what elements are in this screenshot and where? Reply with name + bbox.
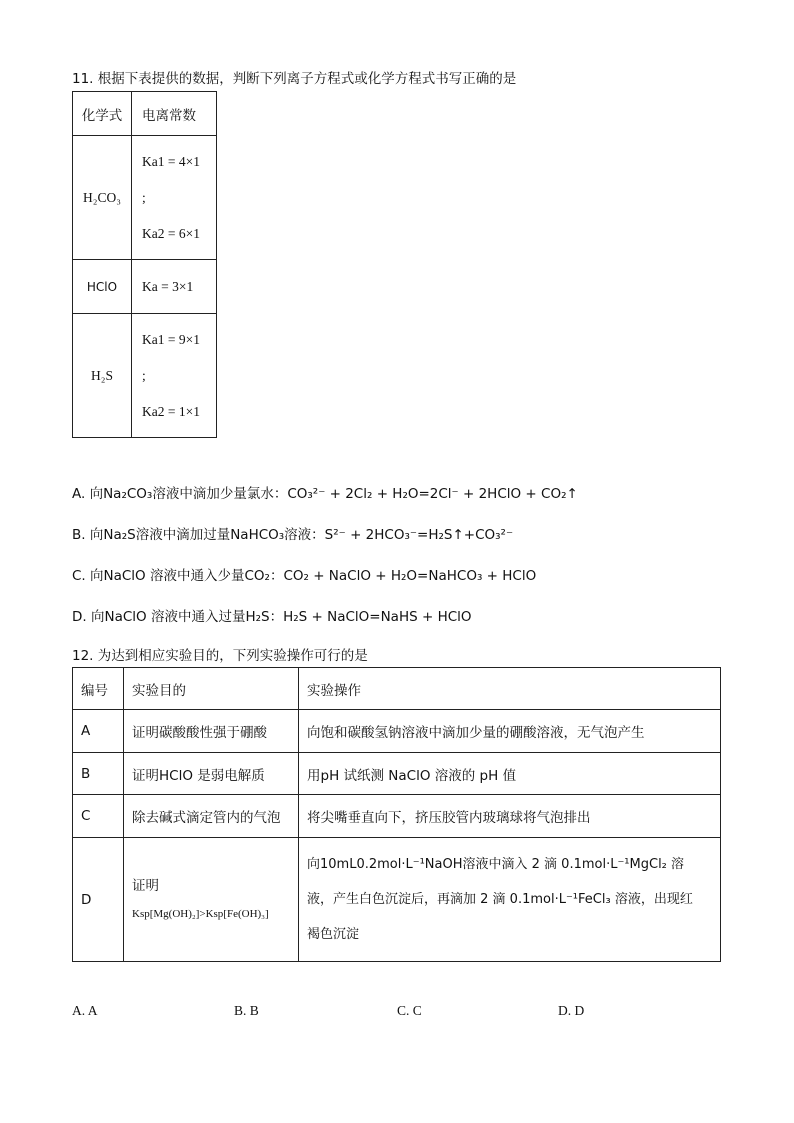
q12-row-d-op-line2: 液，产生白色沉淀后，再滴加 2 滴 0.1mol·L⁻¹FeCl₃ 溶液，出现红	[307, 892, 693, 907]
q11-option-d: D. 向NaClO 溶液中通入过量H₂S：H₂S + NaClO=NaHS + HClO	[72, 609, 472, 625]
q11-h2co3-k1: Ka1 = 4×1	[142, 153, 200, 169]
q12-table	[72, 667, 721, 962]
q11-table	[72, 91, 217, 438]
q12-answer-b[interactable]: B. B	[234, 1003, 259, 1018]
q11-formula-hclo: HClO	[73, 260, 132, 314]
q12-row-b-operation: 用pH 试纸测 NaClO 溶液的 pH 值	[299, 753, 721, 795]
q11-header-constant: 电离常数	[132, 92, 217, 136]
q12-row-d-purpose-line1: 证明	[132, 877, 159, 894]
q12-row-d-op-line3: 褐色沉淀	[307, 927, 360, 942]
q12-row-d-operation	[299, 838, 721, 962]
q11-option-b: B. 向Na₂S溶液中滴加过量NaHCO₃溶液：S²⁻ + 2HCO₃⁻=H₂S↑+CO₃²⁻	[72, 527, 514, 543]
q12-row-d-purpose	[124, 838, 299, 962]
q11-formula-h2s: H₂S	[73, 314, 132, 438]
q12-row-b-purpose: 证明HClO 是弱电解质	[124, 753, 299, 795]
q12-title: 12. 为达到相应实验目的，下列实验操作可行的是	[72, 648, 368, 664]
q12-answer-c[interactable]: C. C	[397, 1003, 422, 1018]
q12-header-id: 编号	[73, 668, 124, 710]
q11-constant-h2s	[132, 314, 217, 438]
q12-row-d-purpose-line2: Ksp[Mg(OH)₂]>Ksp[Fe(OH)₃]	[132, 907, 269, 920]
q12-header-purpose: 实验目的	[124, 668, 299, 710]
q12-answer-d[interactable]: D. D	[558, 1003, 585, 1018]
q12-row-c-id: C	[73, 795, 124, 838]
q11-h2s-sep: ;	[142, 367, 146, 383]
q12-row-a-operation: 向饱和碳酸氢钠溶液中滴加少量的硼酸溶液，无气泡产生	[299, 710, 721, 753]
q12-header-operation: 实验操作	[299, 668, 721, 710]
q12-row-a-purpose: 证明碳酸酸性强于硼酸	[124, 710, 299, 753]
q11-header-formula: 化学式	[73, 92, 132, 136]
q12-row-d-id: D	[73, 838, 124, 962]
q12-row-b-id: B	[73, 753, 124, 795]
q11-option-a: A. 向Na₂CO₃溶液中滴加少量氯水：CO₃²⁻ + 2Cl₂ + H₂O=2Cl⁻ + 2HClO + CO₂↑	[72, 486, 578, 502]
q12-answer-a[interactable]: A. A	[72, 1003, 98, 1018]
q11-formula-h2co3: H₂CO₃	[73, 136, 132, 260]
q12-row-c-operation: 将尖嘴垂直向下，挤压胶管内玻璃球将气泡排出	[299, 795, 721, 838]
q12-row-d-op-line1: 向10mL0.2mol·L⁻¹NaOH溶液中滴入 2 滴 0.1mol·L⁻¹MgCl₂ 溶	[307, 857, 685, 872]
q11-h2s-k1: Ka1 = 9×1	[142, 331, 200, 347]
q11-h2co3-sep: ;	[142, 189, 146, 205]
q11-constant-h2co3	[132, 136, 217, 260]
q11-title: 11. 根据下表提供的数据，判断下列离子方程式或化学方程式书写正确的是	[72, 71, 517, 87]
q11-constant-hclo	[132, 260, 217, 314]
q11-option-c: C. 向NaClO 溶液中通入少量CO₂：CO₂ + NaClO + H₂O=NaHCO₃ + HClO	[72, 568, 537, 584]
q12-row-a-id: A	[73, 710, 124, 753]
q11-h2co3-k2: Ka2 = 6×1	[142, 225, 200, 241]
q11-hclo-k: Ka = 3×1	[142, 278, 194, 294]
q12-row-c-purpose: 除去碱式滴定管内的气泡	[124, 795, 299, 838]
q11-h2s-k2: Ka2 = 1×1	[142, 403, 200, 419]
